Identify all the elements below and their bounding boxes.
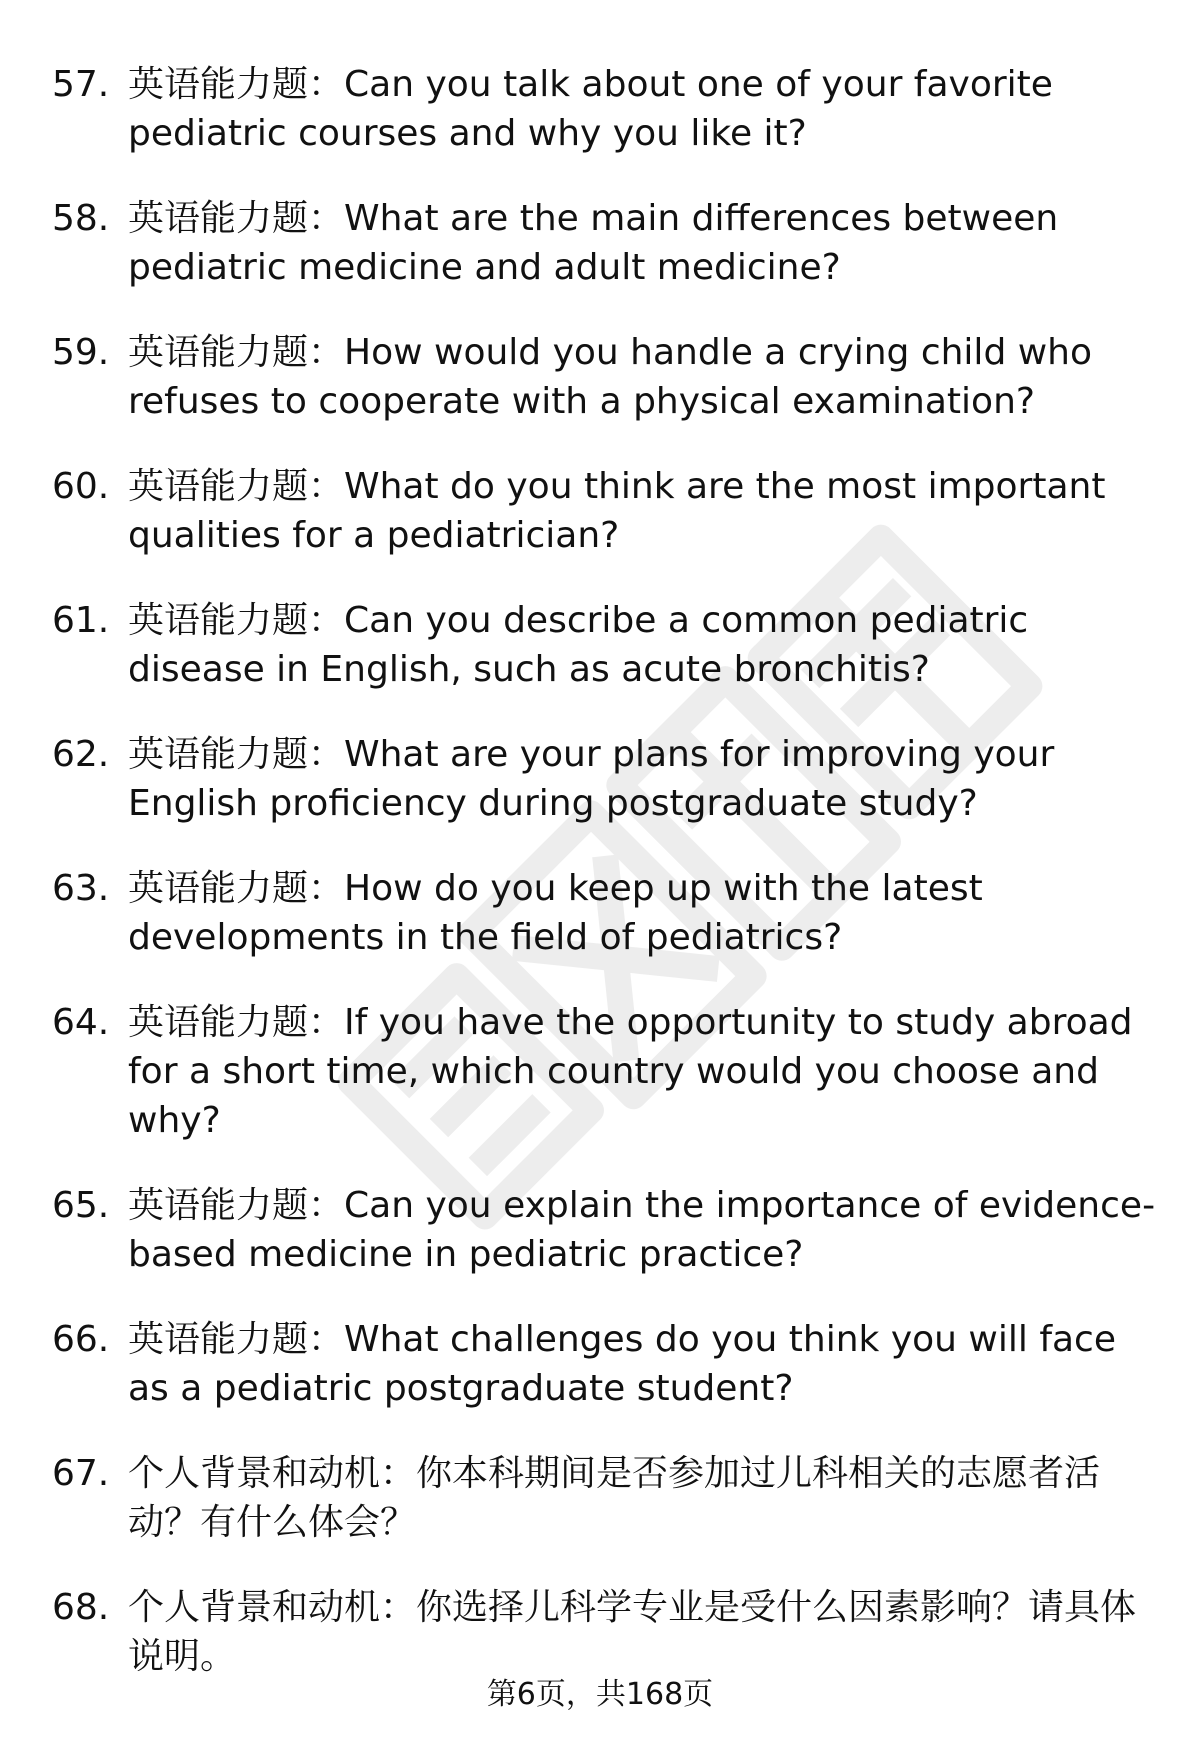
- question-item: [52, 864, 1162, 962]
- question-number: 59.: [52, 332, 110, 373]
- question-item: [52, 1449, 1162, 1547]
- question-item: [52, 328, 1162, 426]
- question-item: [52, 1315, 1162, 1413]
- question-text: How do you keep up with the latest developments in the field of pediatrics?: [128, 868, 983, 958]
- question-number: 65.: [52, 1185, 110, 1226]
- question-category: 英语能力题：: [128, 600, 345, 641]
- question-text: Can you describe a common pediatric disease in English, such as acute bronchitis?: [128, 600, 1029, 690]
- question-category: 个人背景和动机：: [128, 1587, 417, 1628]
- question-item: [52, 730, 1162, 828]
- question-item: [52, 60, 1162, 158]
- question-number: 61.: [52, 600, 110, 641]
- question-text: How would you handle a crying child who refuses to cooperate with a physical examination?: [128, 332, 1093, 422]
- question-category: 英语能力题：: [128, 1319, 345, 1360]
- question-item: [52, 596, 1162, 694]
- question-category: 英语能力题：: [128, 734, 345, 775]
- question-number: 68.: [52, 1587, 110, 1628]
- question-item: [52, 194, 1162, 292]
- question-category: 英语能力题：: [128, 1185, 345, 1226]
- page-number-footer: 第6页，共168页: [486, 1677, 714, 1712]
- question-number: 60.: [52, 466, 110, 507]
- question-category: 英语能力题：: [128, 198, 345, 239]
- question-category: 个人背景和动机：: [128, 1453, 417, 1494]
- question-number: 66.: [52, 1319, 110, 1360]
- question-number: 63.: [52, 868, 110, 909]
- question-category: 英语能力题：: [128, 1002, 345, 1043]
- question-number: 64.: [52, 1002, 110, 1043]
- question-category: 英语能力题：: [128, 466, 345, 507]
- question-text: What do you think are the most important qualities for a pediatrician?: [128, 466, 1106, 556]
- question-category: 英语能力题：: [128, 868, 345, 909]
- question-category: 英语能力题：: [128, 332, 345, 373]
- question-text: If you have the opportunity to study abroad for a short time, which country would you choose and why?: [128, 1002, 1133, 1141]
- question-item: [52, 1583, 1162, 1681]
- question-item: [52, 462, 1162, 560]
- question-text: 你本科期间是否参加过儿科相关的志愿者活动？有什么体会？: [128, 1453, 1101, 1543]
- question-number: 58.: [52, 198, 110, 239]
- question-text: Can you explain the importance of evidence-based medicine in pediatric practice?: [128, 1185, 1156, 1275]
- question-text: What are the main differences between pediatric medicine and adult medicine?: [128, 198, 1059, 288]
- question-text: 你选择儿科学专业是受什么因素影响？请具体说明。: [128, 1587, 1137, 1677]
- question-text: What are your plans for improving your English proficiency during postgraduate study?: [128, 734, 1055, 824]
- question-item: [52, 998, 1162, 1145]
- question-category: 英语能力题：: [128, 64, 345, 105]
- question-number: 57.: [52, 64, 110, 105]
- question-text: What challenges do you think you will face as a pediatric postgraduate student?: [128, 1319, 1116, 1409]
- question-number: 67.: [52, 1453, 110, 1494]
- question-text: Can you talk about one of your favorite pediatric courses and why you like it?: [128, 64, 1053, 154]
- question-item: [52, 1181, 1162, 1279]
- question-number: 62.: [52, 734, 110, 775]
- question-list: [52, 60, 1162, 1717]
